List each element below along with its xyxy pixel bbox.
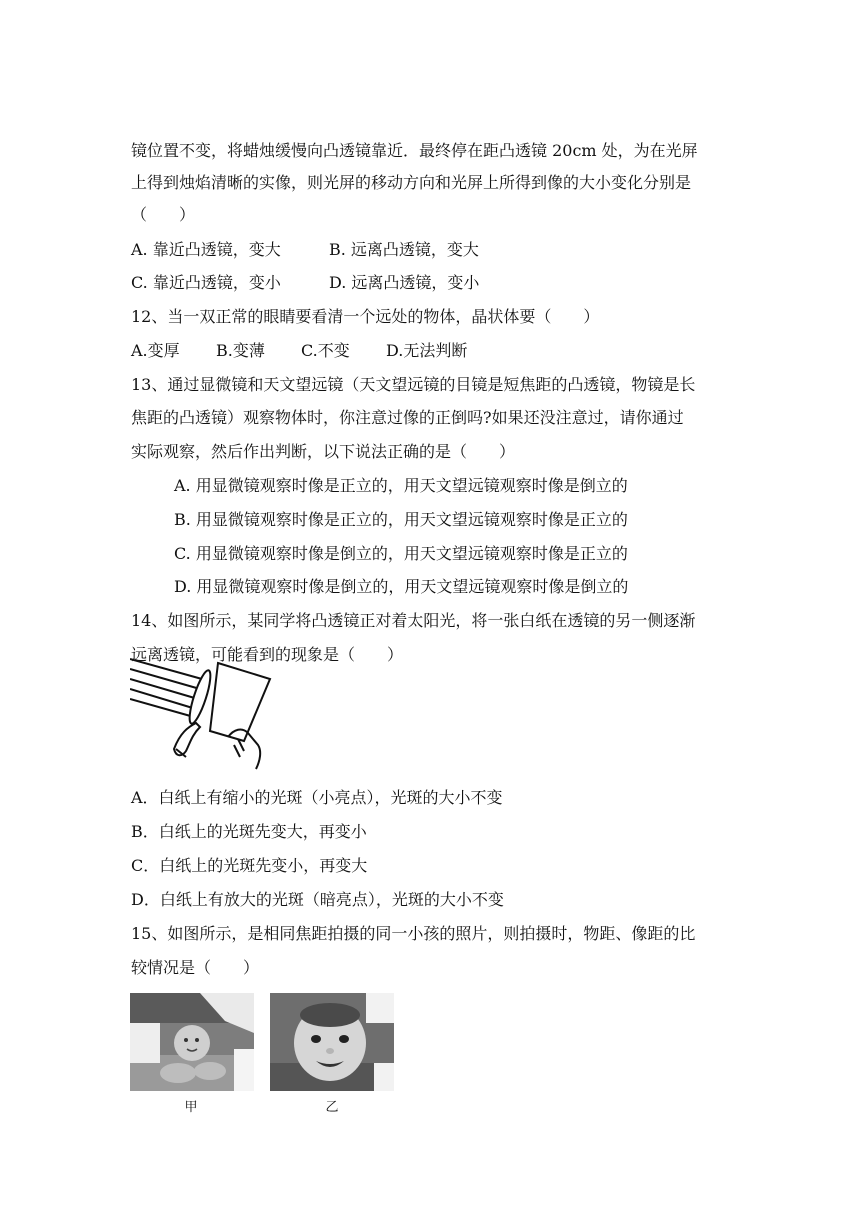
q15-stem-line1: 15、如图所示，是相同焦距拍摄的同一小孩的照片，则拍摄时，物距、像距的比 [131, 924, 696, 943]
baby-photo-left [130, 993, 254, 1091]
q12-option-d: D.无法判断 [386, 341, 468, 360]
q15-stem-line2: 较情况是（ ） [131, 958, 260, 977]
photo-right-caption: 乙 [325, 1100, 339, 1115]
q14-option-a: A．白纸上有缩小的光斑（小亮点），光斑的大小不变 [131, 788, 503, 807]
q13-option-a: A. 用显微镜观察时像是正立的，用天文望远镜观察时像是倒立的 [174, 476, 628, 495]
q11-option-d: D. 远离凸透镜，变小 [329, 273, 480, 292]
q14-option-d: D．白纸上有放大的光斑（暗亮点），光斑的大小不变 [131, 890, 504, 909]
q11-option-b: B. 远离凸透镜，变大 [329, 240, 479, 259]
q13-option-b: B. 用显微镜观察时像是正立的，用天文望远镜观察时像是正立的 [174, 510, 628, 529]
q11-stem-line1: 镜位置不变，将蜡烛缓慢向凸透镜靠近．最终停在距凸透镜 20cm 处，为在光屏 [131, 141, 698, 160]
q11-option-a: A. 靠近凸透镜，变大 [131, 240, 281, 259]
q14-option-b: B．白纸上的光斑先变大，再变小 [131, 822, 367, 841]
q12-option-b: B.变薄 [216, 341, 265, 360]
q11-option-c: C. 靠近凸透镜，变小 [131, 273, 281, 292]
q14-option-c: C．白纸上的光斑先变小，再变大 [131, 856, 368, 875]
q13-stem-line1: 13、通过显微镜和天文望远镜（天文望远镜的目镜是短焦距的凸透镜，物镜是长 [131, 375, 696, 394]
baby-photo-right [270, 993, 394, 1091]
q14-stem-line2: 远离透镜，可能看到的现象是（ ） [131, 645, 404, 664]
photo-left-caption: 甲 [184, 1100, 198, 1115]
q13-stem-line2: 焦距的凸透镜）观察物体时，你注意过像的正倒吗?如果还没注意过，请你通过 [131, 408, 684, 427]
lens-paper-figure [130, 653, 275, 773]
q12-option-a: A.变厚 [131, 341, 180, 360]
q11-stem-line2: 上得到烛焰清晰的实像，则光屏的移动方向和光屏上所得到像的大小变化分别是 [131, 173, 692, 192]
q12-stem: 12、当一双正常的眼睛要看清一个远处的物体，晶状体要（ ） [131, 307, 600, 326]
q13-option-c: C. 用显微镜观察时像是倒立的，用天文望远镜观察时像是正立的 [174, 544, 628, 563]
q14-stem-line1: 14、如图所示，某同学将凸透镜正对着太阳光，将一张白纸在透镜的另一侧逐渐 [131, 611, 696, 630]
q13-stem-line3: 实际观察，然后作出判断，以下说法正确的是（ ） [131, 442, 516, 461]
q12-option-c: C.不变 [301, 341, 350, 360]
q13-option-d: D. 用显微镜观察时像是倒立的，用天文望远镜观察时像是倒立的 [174, 577, 629, 596]
q11-stem-line3: （ ） [131, 205, 196, 224]
